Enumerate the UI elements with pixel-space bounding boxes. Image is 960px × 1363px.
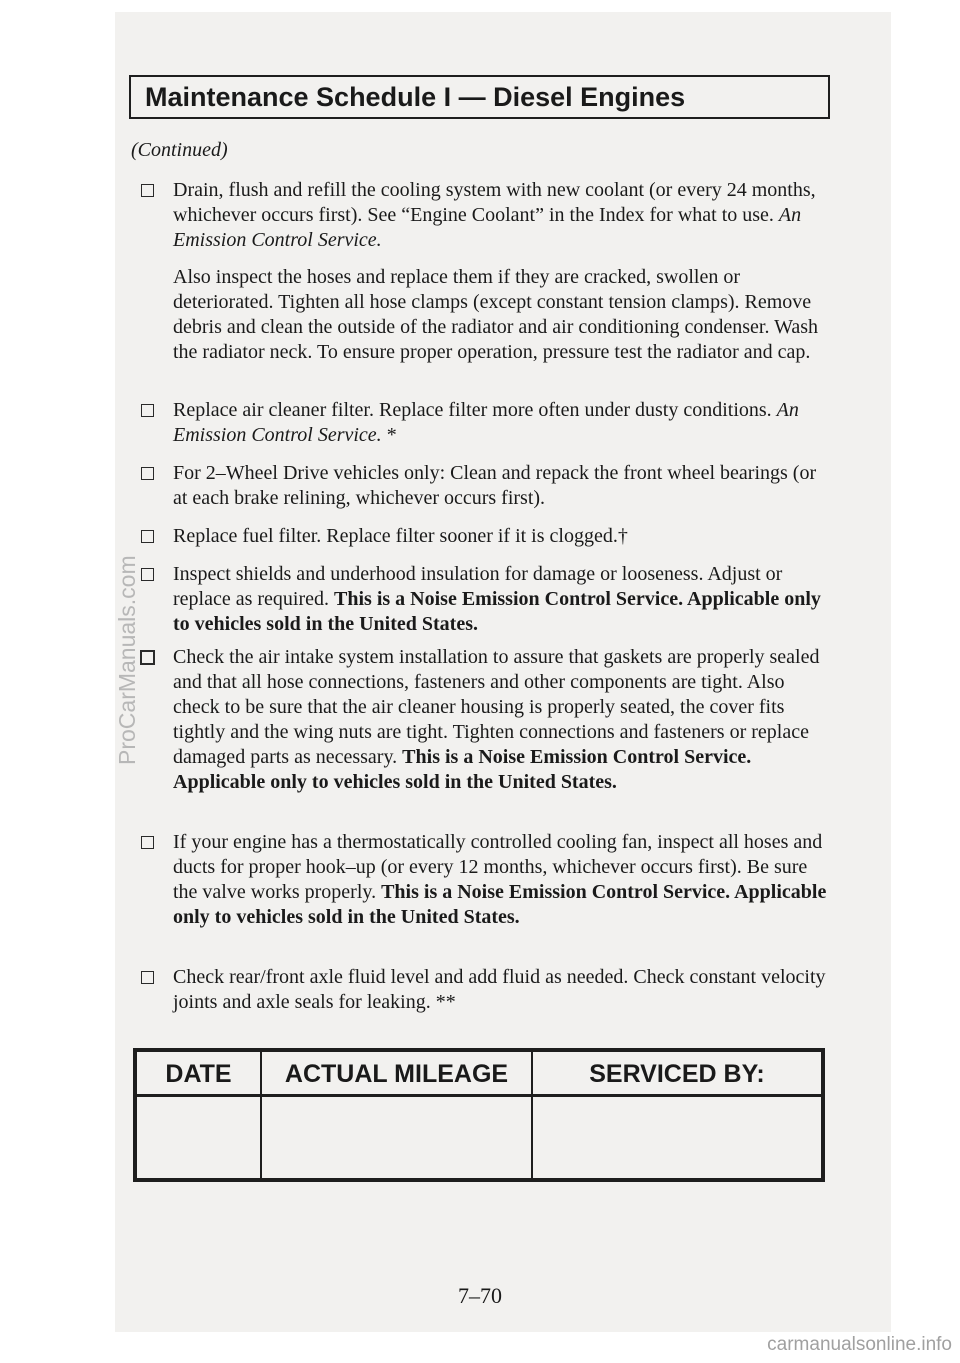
section-title: Maintenance Schedule I — Diesel Engines bbox=[129, 75, 830, 119]
checklist-item-axle-fluid: Check rear/front axle fluid level and add fluid as needed. Check constant velocity joints and axle seals for leaking. ** bbox=[173, 965, 833, 1015]
checklist-item-air-intake: Check the air intake system installation to assure that gaskets are properly sealed and that all hose connections, fasteners and other components are tight. Also check to be sure that the air cleaner housing is properly seated, the cover fits tightly and the wing nuts are tight. Tighten connections and fasteners or replace damaged parts as necessary. This is a Noise Emission Control Service. Applicable only to vehicles sold in the United States. bbox=[173, 645, 833, 795]
checklist-item-shields: Inspect shields and underhood insulation for damage or looseness. Adjust or replace as required. This is a Noise Emission Control Service. Applicable only to vehicles sold in the United States. bbox=[173, 562, 833, 637]
column-header-serviced-by: SERVICED BY: bbox=[589, 1060, 765, 1088]
watermark: ProCarManuals.com bbox=[114, 555, 140, 765]
checkbox-icon[interactable] bbox=[141, 530, 154, 543]
checklist-item-air-filter: Replace air cleaner filter. Replace filter more often under dusty conditions. An Emission Control Service. * bbox=[173, 398, 833, 448]
service-log-table bbox=[133, 1048, 825, 1182]
checkbox-icon[interactable] bbox=[141, 568, 154, 581]
checkbox-icon[interactable] bbox=[141, 404, 154, 417]
checkbox-icon[interactable] bbox=[141, 184, 154, 197]
footer-watermark: carmanualsonline.info bbox=[767, 1334, 952, 1355]
column-header-actual-mileage: ACTUAL MILEAGE bbox=[284, 1060, 509, 1088]
mileage-entry-cell[interactable] bbox=[262, 1097, 531, 1178]
checklist-item-wheel-bearings: For 2–Wheel Drive vehicles only: Clean and repack the front wheel bearings (or at each brake relining, whichever occurs first). bbox=[173, 461, 833, 511]
checkbox-icon[interactable] bbox=[140, 650, 155, 665]
checklist-item-coolant: Drain, flush and refill the cooling system with new coolant (or every 24 months, whichever occurs first). See “Engine Coolant” in the Index for what to use. An Emission Control Service. Also inspect the hoses and replace them if they are cracked, swollen or deteriorated. Tighten all hose clamps (except constant tension clamps). Remove debris and clean the outside of the radiator and air conditioning condenser. Wash the radiator neck. To ensure proper operation, pressure test the radiator and cap. bbox=[173, 178, 833, 365]
page-number: 7–70 bbox=[458, 1283, 502, 1308]
checklist-item-cooling-fan: If your engine has a thermostatically controlled cooling fan, inspect all hoses and ducts for proper hook–up (or every 12 months, whichever occurs first). Be sure the valve works properly. This is a Noise Emission Control Service. Applicable only to vehicles sold in the United States. bbox=[173, 830, 833, 930]
checkbox-icon[interactable] bbox=[141, 836, 154, 849]
checkbox-icon[interactable] bbox=[141, 971, 154, 984]
checkbox-icon[interactable] bbox=[141, 467, 154, 480]
serviced-by-entry-cell[interactable] bbox=[533, 1097, 821, 1178]
column-header-date: DATE bbox=[165, 1060, 232, 1088]
date-entry-cell[interactable] bbox=[137, 1097, 260, 1178]
continued-label: (Continued) bbox=[131, 139, 228, 161]
checklist-item-fuel-filter: Replace fuel filter. Replace filter sooner if it is clogged.† bbox=[173, 524, 833, 549]
